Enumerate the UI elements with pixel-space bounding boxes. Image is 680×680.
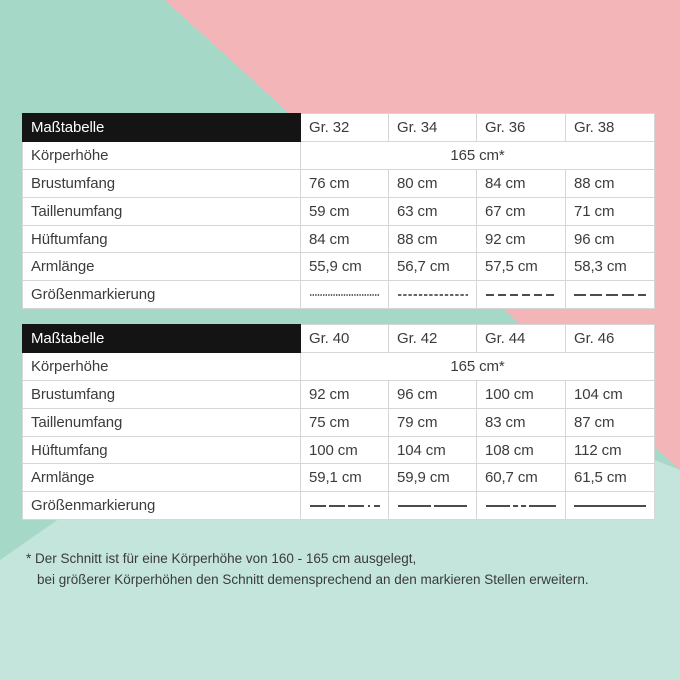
- cell-value: 71 cm: [566, 197, 655, 225]
- footnote-line-2: bei größerer Körperhöhen den Schnitt demensprechend an den markieren Stellen erweitern.: [37, 572, 589, 587]
- row-label: Körperhöhe: [23, 352, 301, 380]
- cell-value: 79 cm: [389, 408, 477, 436]
- table-header-row: [23, 114, 655, 142]
- cell-value: 58,3 cm: [566, 253, 655, 281]
- cell-value: 112 cm: [566, 436, 655, 464]
- cell-value: 96 cm: [566, 225, 655, 253]
- cell-value: 60,7 cm: [477, 464, 566, 492]
- size-label: Gr. 40: [301, 325, 389, 353]
- cell-value: 108 cm: [477, 436, 566, 464]
- body-height-value: 165 cm*: [301, 141, 655, 169]
- cell-value: 83 cm: [477, 408, 566, 436]
- marking-long-dash-line: [566, 281, 655, 309]
- row-label: Größenmarkierung: [23, 281, 301, 309]
- cell-value: 84 cm: [301, 225, 389, 253]
- body-height-value: 165 cm*: [301, 352, 655, 380]
- table-row: [23, 436, 655, 464]
- cell-value: 87 cm: [566, 408, 655, 436]
- cell-value: 61,5 cm: [566, 464, 655, 492]
- cell-value: 57,5 cm: [477, 253, 566, 281]
- row-label: Brustumfang: [23, 169, 301, 197]
- cell-value: 100 cm: [477, 380, 566, 408]
- table-row: [23, 253, 655, 281]
- table-header-row: [23, 325, 655, 353]
- table-row: [23, 225, 655, 253]
- cell-value: 88 cm: [566, 169, 655, 197]
- cell-value: 100 cm: [301, 436, 389, 464]
- size-label: Gr. 46: [566, 325, 655, 353]
- size-label: Gr. 38: [566, 114, 655, 142]
- cell-value: 84 cm: [477, 169, 566, 197]
- size-label: Gr. 42: [389, 325, 477, 353]
- line-dotted-icon: [309, 292, 381, 298]
- marking-solid-line: [566, 492, 655, 520]
- footnote: [26, 548, 666, 590]
- cell-value: 76 cm: [301, 169, 389, 197]
- cell-value: 88 cm: [389, 225, 477, 253]
- row-label: Hüftumfang: [23, 225, 301, 253]
- table-row: [23, 408, 655, 436]
- size-label: Gr. 36: [477, 114, 566, 142]
- cell-value: 59,1 cm: [301, 464, 389, 492]
- cell-value: 67 cm: [477, 197, 566, 225]
- marking-dotted-line: [301, 281, 389, 309]
- cell-value: 92 cm: [477, 225, 566, 253]
- footnote-line-1: * Der Schnitt ist für eine Körperhöhe von 160 - 165 cm ausgelegt,: [26, 551, 417, 566]
- row-label: Taillenumfang: [23, 197, 301, 225]
- cell-value: 63 cm: [389, 197, 477, 225]
- row-label: Hüftumfang: [23, 436, 301, 464]
- marking-long-dash-dot-line: [301, 492, 389, 520]
- marking-dash-dot-dash-line: [477, 492, 566, 520]
- table-row: [23, 141, 655, 169]
- line-two-dash-icon: [397, 503, 469, 509]
- cell-value: 59,9 cm: [389, 464, 477, 492]
- table-row: [23, 492, 655, 520]
- row-label: Armlänge: [23, 464, 301, 492]
- line-dash-icon: [485, 292, 557, 298]
- size-label: Gr. 34: [389, 114, 477, 142]
- cell-value: 104 cm: [389, 436, 477, 464]
- marking-fine-dashed-line: [389, 281, 477, 309]
- table-title: Maßtabelle: [23, 114, 301, 142]
- size-label: Gr. 44: [477, 325, 566, 353]
- table-row: [23, 380, 655, 408]
- size-table-1: [22, 113, 655, 309]
- row-label: Armlänge: [23, 253, 301, 281]
- table-row: [23, 169, 655, 197]
- row-label: Brustumfang: [23, 380, 301, 408]
- table-row: [23, 197, 655, 225]
- cell-value: 59 cm: [301, 197, 389, 225]
- cell-value: 92 cm: [301, 380, 389, 408]
- marking-dashed-line: [477, 281, 566, 309]
- cell-value: 56,7 cm: [389, 253, 477, 281]
- line-dash-dot-icon: [309, 503, 381, 509]
- cell-value: 75 cm: [301, 408, 389, 436]
- table-row: [23, 281, 655, 309]
- size-table-2: [22, 324, 655, 520]
- size-label: Gr. 32: [301, 114, 389, 142]
- line-dash-dot-dash-icon: [485, 503, 557, 509]
- line-fine-dash-icon: [397, 292, 469, 298]
- line-solid-icon: [573, 503, 647, 509]
- table-title: Maßtabelle: [23, 325, 301, 353]
- cell-value: 96 cm: [389, 380, 477, 408]
- row-label: Taillenumfang: [23, 408, 301, 436]
- row-label: Größenmarkierung: [23, 492, 301, 520]
- table-row: [23, 464, 655, 492]
- table-row: [23, 352, 655, 380]
- line-long-dash-icon: [573, 292, 647, 298]
- marking-two-dash-line: [389, 492, 477, 520]
- cell-value: 104 cm: [566, 380, 655, 408]
- cell-value: 80 cm: [389, 169, 477, 197]
- row-label: Körperhöhe: [23, 141, 301, 169]
- cell-value: 55,9 cm: [301, 253, 389, 281]
